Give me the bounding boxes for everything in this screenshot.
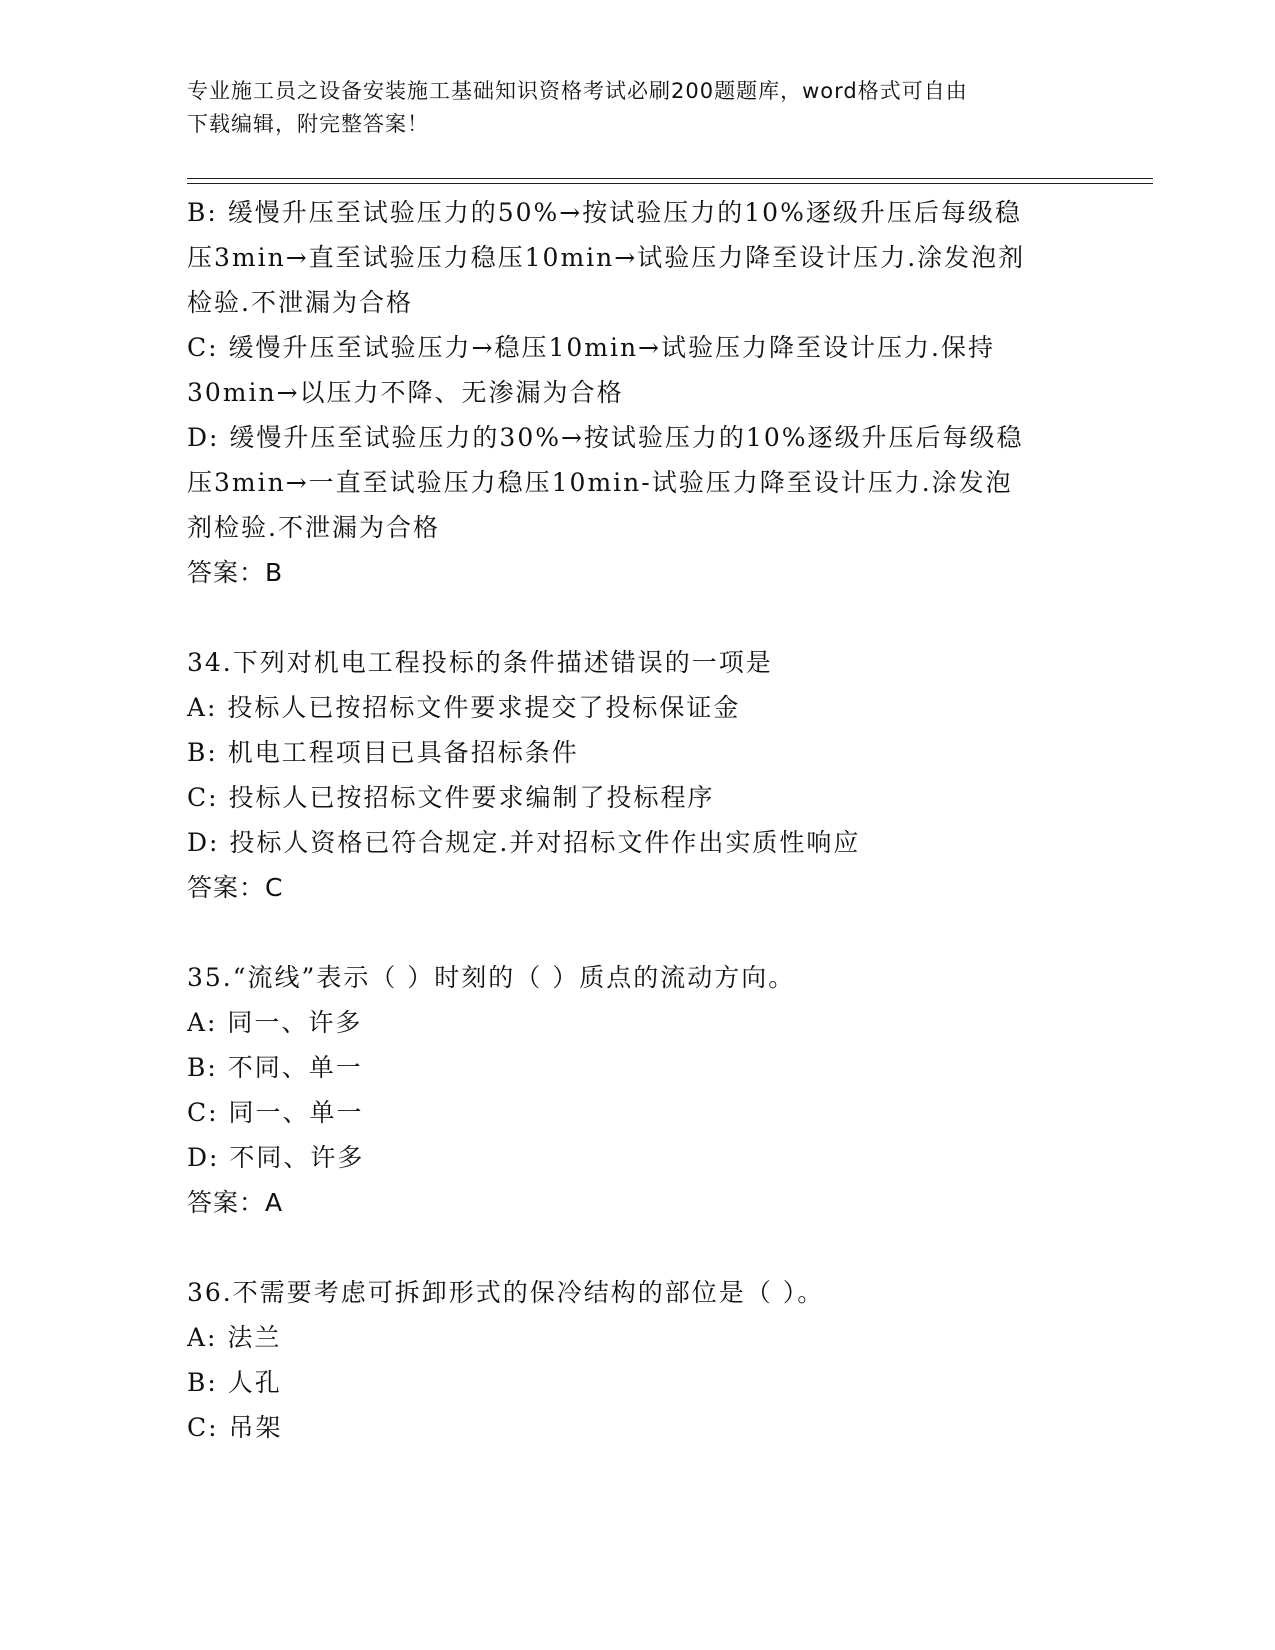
q36-option-b: B: 人孔 xyxy=(187,1368,282,1397)
header-line-2: 下载编辑，附完整答案！ xyxy=(187,112,429,136)
q34-option-d: D: 投标人资格已符合规定.并对招标文件作出实质性响应 xyxy=(187,828,861,857)
header-line-1: 专业施工员之设备安装施工基础知识资格考试必刷200题题库，word格式可自由 xyxy=(187,79,968,103)
q36-option-a: A: 法兰 xyxy=(187,1323,282,1352)
q33-option-d-line-3: 剂检验.不泄漏为合格 xyxy=(187,513,440,542)
q36-stem: 36.不需要考虑可拆卸形式的保冷结构的部位是（ ）。 xyxy=(187,1278,825,1307)
header-rule-bottom xyxy=(187,183,1153,184)
q34-option-c: C: 投标人已按招标文件要求编制了投标程序 xyxy=(187,783,715,812)
header-rule-top xyxy=(187,178,1153,179)
q33-option-b-line-2: 压3min→直至试验压力稳压10min→试验压力降至设计压力.涂发泡剂 xyxy=(187,243,1026,272)
q35-option-c: C: 同一、单一 xyxy=(187,1098,364,1127)
q35-option-d: D: 不同、许多 xyxy=(187,1143,365,1172)
q33-option-c-line-2: 30min→以压力不降、无渗漏为合格 xyxy=(187,378,624,407)
q35-option-b: B: 不同、单一 xyxy=(187,1053,363,1082)
q35-option-a: A: 同一、许多 xyxy=(187,1008,363,1037)
q34-stem: 34.下列对机电工程投标的条件描述错误的一项是 xyxy=(187,648,773,677)
q35-answer: 答案：A xyxy=(187,1188,284,1217)
q33-option-d-line-1: D: 缓慢升压至试验压力的30%→按试验压力的10%逐级升压后每级稳 xyxy=(187,423,1024,452)
q35-stem: 35.“流线”表示（ ）时刻的（ ）质点的流动方向。 xyxy=(187,963,796,992)
q33-option-c-line-1: C: 缓慢升压至试验压力→稳压10min→试验压力降至设计压力.保持 xyxy=(187,333,995,362)
q34-answer: 答案：C xyxy=(187,873,284,902)
q36-option-c: C: 吊架 xyxy=(187,1413,283,1442)
q33-option-d-line-2: 压3min→一直至试验压力稳压10min-试验压力降至设计压力.涂发泡 xyxy=(187,468,1013,497)
q33-option-b-line-1: B: 缓慢升压至试验压力的50%→按试验压力的10%逐级升压后每级稳 xyxy=(187,198,1022,227)
q34-option-a: A: 投标人已按招标文件要求提交了投标保证金 xyxy=(187,693,741,722)
document-header xyxy=(187,75,1087,141)
q33-option-b-line-3: 检验.不泄漏为合格 xyxy=(187,288,413,317)
q34-option-b: B: 机电工程项目已具备招标条件 xyxy=(187,738,579,767)
q33-answer: 答案：B xyxy=(187,558,284,587)
